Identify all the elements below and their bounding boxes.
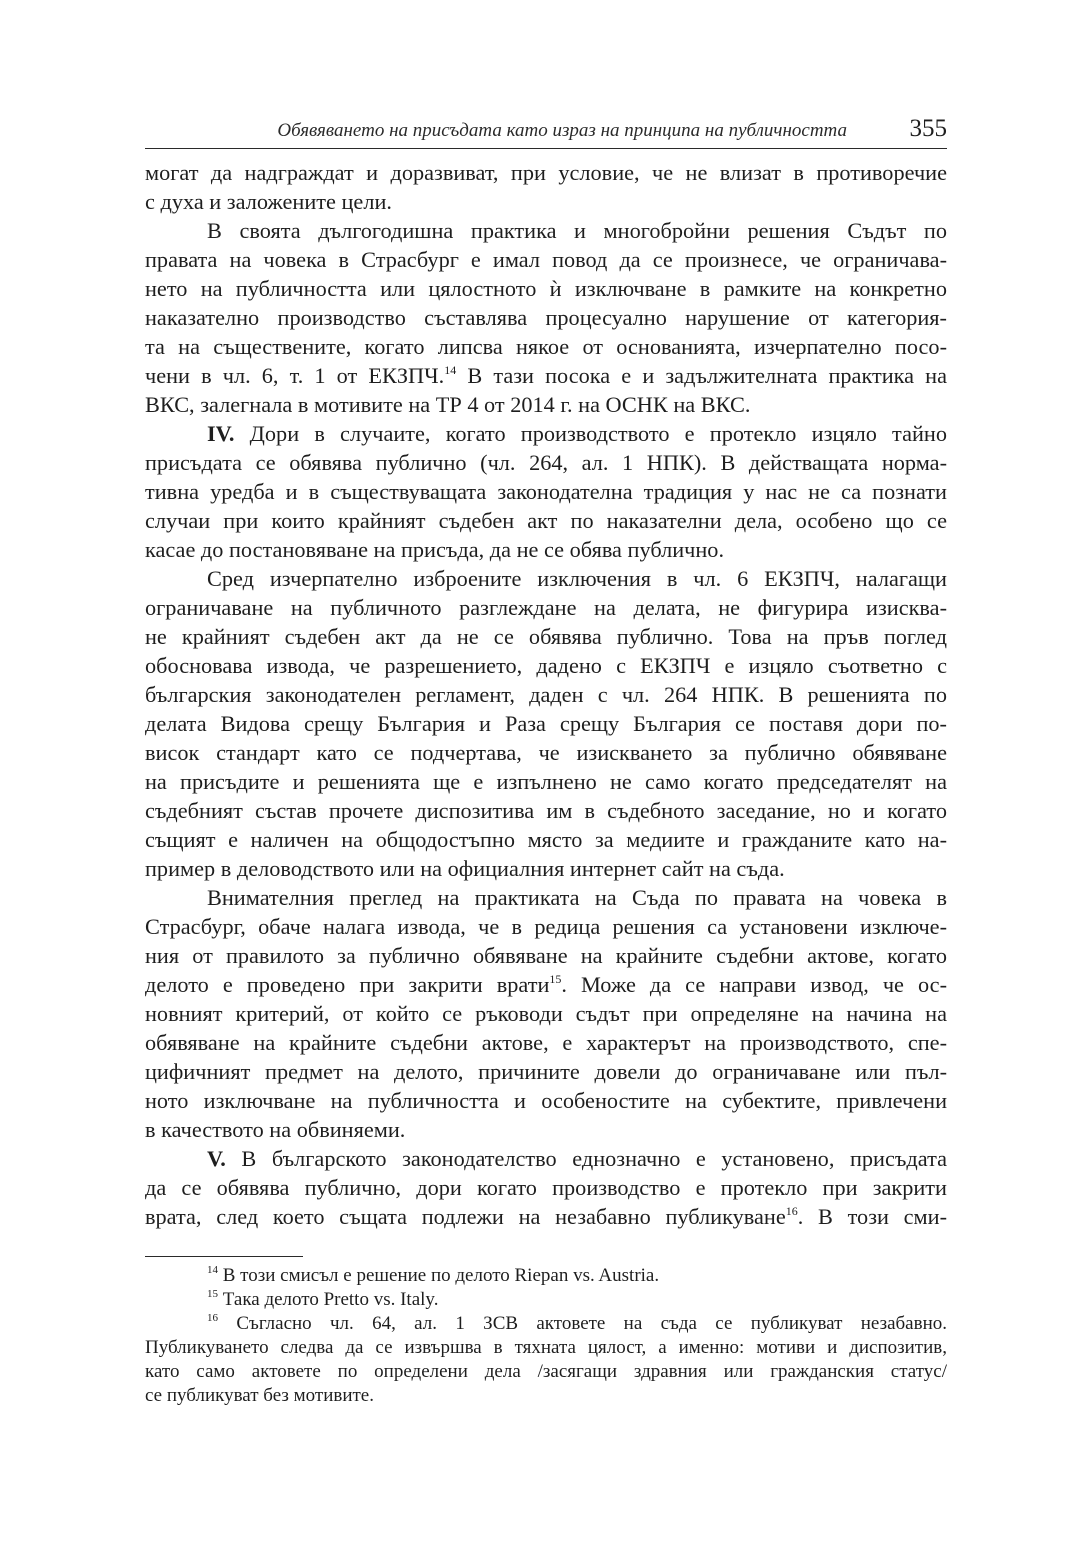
text-span: чени в чл. 6, т. 1 от ЕКЗПЧ. (145, 363, 445, 388)
text-line (145, 1202, 947, 1231)
text-line: наказателно производство съставлява процесуално нарушение от категория- (145, 305, 947, 330)
text-line (145, 970, 947, 999)
text-line: ВКС, залегнала в мотивите на ТР 4 от 2014 г. на ОСНК на ВКС. (145, 392, 751, 417)
running-title: Обявяването на присъдата като израз на принципа на публичността (277, 120, 847, 141)
text-line: с духа и заложените цели. (145, 189, 392, 214)
text-line: на присъдите и решенията ще е изпълнено не само когато председателят на (145, 769, 947, 794)
text-line: нето на публичността или цялостното ѝ изключване в рамките на конкретно (145, 276, 947, 301)
footnotes (145, 1264, 947, 1408)
text-line: присъдата се обявява публично (чл. 264, ал. 1 НПК). В действащата норма- (145, 450, 947, 475)
text-line: могат да надграждат и доразвиват, при условие, че не влизат в противоречие (145, 160, 947, 185)
text-line: българския законодателен регламент, даден с чл. 264 НПК. В решенията по (145, 682, 947, 707)
text-line (145, 419, 947, 448)
text-line: същият е наличен на общодостъпно място за медиите и гражданите като на- (145, 827, 947, 852)
footnote-number: 15 (207, 1288, 218, 1300)
text-line: делата Видова срещу България и Раза срещу България се поставя дори по- (145, 711, 947, 736)
footnote-number: 16 (207, 1312, 218, 1324)
footnote-16-line: като само актовете по определени дела /засягащи здравния или гражданския статус/ (145, 1361, 947, 1382)
text-line: тивна уредба и в съществуващата законодателна традиция у нас не са познати (145, 479, 947, 504)
footnote-14 (145, 1264, 947, 1288)
text-line: касае до постановяване на присъда, да не се обява публично. (145, 537, 725, 562)
footnote-15 (145, 1288, 947, 1312)
footnote-16-line: Публикуването следва да се извършва в тяхната цялост, а именно: мотиви и диспозитив, (145, 1337, 947, 1358)
section-number: IV. (207, 421, 235, 446)
footnote-text: Така делото Pretto vs. Italy. (218, 1289, 439, 1310)
text-line: В своята дългогодишна практика и многобройни решения Съдът по (207, 218, 947, 243)
text-line: Внимателния преглед на практиката на Съда по правата на човека в (207, 885, 947, 910)
text-span: Дори в случаите, когато производството е протекло изцяло тайно (234, 421, 947, 446)
text-line: съдебният състав прочете диспозитива им в съдебното заседание, но и когато (145, 798, 947, 823)
text-line: в качеството на обвиняеми. (145, 1117, 406, 1142)
section-number: V. (207, 1146, 226, 1171)
text-line (145, 1144, 947, 1173)
footnote-ref-16[interactable]: 16 (785, 1204, 798, 1218)
text-span: В тази посока е и задължителната практика на (456, 363, 947, 388)
page-number: 355 (909, 115, 947, 142)
text-line: новният критерий, от който се ръководи съдът при определяне на начина на (145, 1001, 947, 1026)
footnote-number: 14 (207, 1264, 218, 1276)
text-line: обосновава извода, че разрешението, дадено с ЕКЗПЧ е изцяло съответно с (145, 653, 947, 678)
text-line: не крайният съдебен акт да не се обявява публично. Това на пръв поглед (145, 624, 947, 649)
text-line: ния от правилото за публично обявяване на крайните съдебни актове, когато (145, 943, 947, 968)
text-line: Страсбург, обаче налага извода, че в редица решения са установени изключе- (145, 914, 947, 939)
text-line: правата на човека в Страсбург е имал повод да се произнесе, че ограничава- (145, 247, 947, 272)
footnote-text: Съгласно чл. 64, ал. 1 ЗСВ актовете на съда се публикуват незабавно. (218, 1313, 947, 1334)
text-line (145, 361, 947, 390)
text-line: ното изключване на публичността и особеностите на субектите, привлечени (145, 1088, 947, 1113)
text-line: Сред изчерпателно изброените изключения в чл. 6 ЕКЗПЧ, налагащи (207, 566, 947, 591)
text-span: делото е проведено при закрити врати (145, 972, 550, 997)
footnote-ref-15[interactable]: 15 (549, 972, 562, 986)
footnote-16 (145, 1312, 947, 1336)
footnote-ref-14[interactable]: 14 (444, 363, 457, 377)
text-span: . Може да се направи извод, че ос- (561, 972, 947, 997)
footnote-divider (145, 1256, 303, 1257)
text-span: . В този сми- (797, 1204, 947, 1229)
body-text (145, 158, 947, 1231)
text-line: цифичният предмет на делото, причините довели до ограничаване или пъл- (145, 1059, 947, 1084)
text-span: врата, след което същата подлежи на незабавно публикуване (145, 1204, 786, 1229)
footnote-16-line: се публикуват без мотивите. (145, 1385, 374, 1406)
text-line: та на съществените, когато липсва някое от основанията, изчерпателно посо- (145, 334, 947, 359)
text-line: случаи при които крайният съдебен акт по наказателни дела, особено що се (145, 508, 947, 533)
running-header (145, 112, 947, 149)
text-line: пример в деловодството или на официалния интернет сайт на съда. (145, 856, 785, 881)
text-span: В българското законодателство еднозначно е установено, присъдата (225, 1146, 947, 1171)
text-line: ограничаване на публичното разглеждане на делата, не фигурира изисква- (145, 595, 947, 620)
footnote-text: В този смисъл е решение по делото Riepan vs. Austria. (218, 1265, 660, 1286)
text-line: да се обявява публично, дори когато производство е протекло при закрити (145, 1175, 947, 1200)
text-line: висок стандарт като се подчертава, че изискването за публично обявяване (145, 740, 947, 765)
text-line: обявяване на крайните съдебни актове, е характерът на производството, спе- (145, 1030, 947, 1055)
